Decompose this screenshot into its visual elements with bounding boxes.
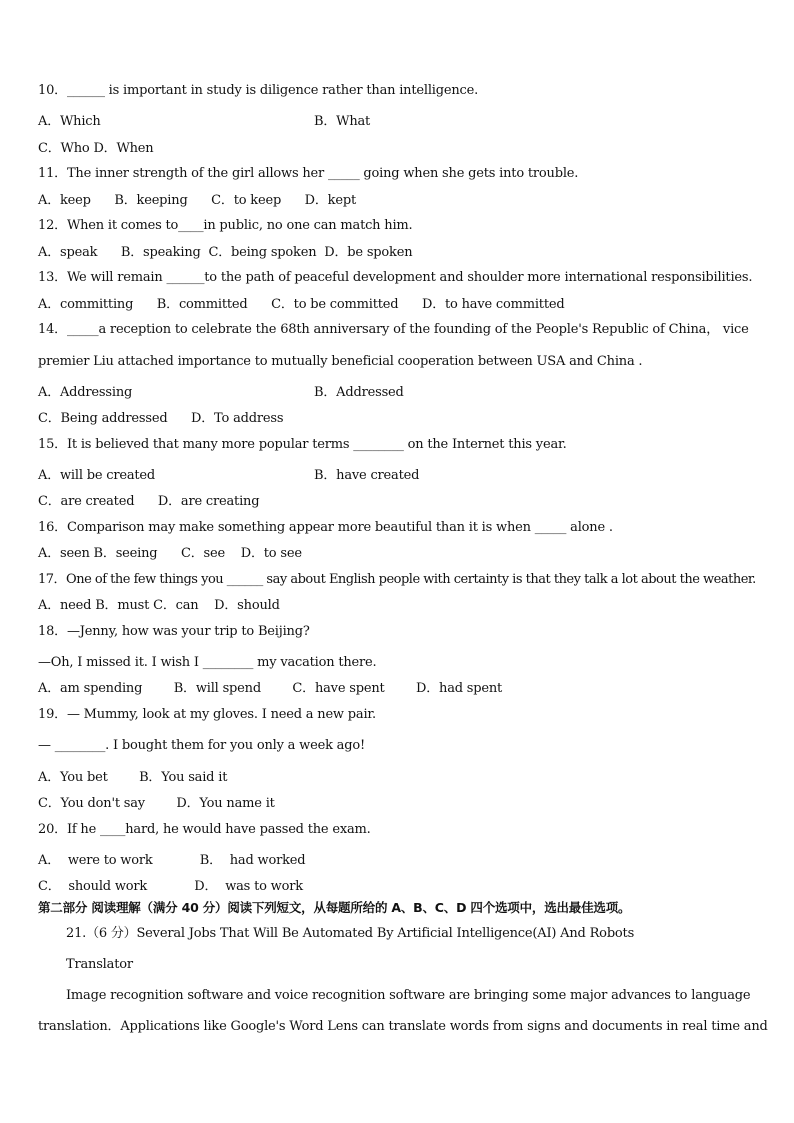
q21-subtitle: Translator <box>66 957 133 972</box>
q11-stem: 11．The inner strength of the girl allows her _____ going when she gets into trouble. <box>38 166 579 181</box>
q19-options-cd: C．You don't say D．You name it <box>38 796 275 811</box>
q11-options: A．keep B．keeping C．to keep D．kept <box>38 193 357 208</box>
q19-line2: — ________. I bought them for you only a week ago! <box>38 738 366 753</box>
section-2-heading: 第二部分 阅读理解（满分 40 分）阅读下列短文，从每题所给的 A、B、C、D 四个选项中，选出最佳选项。 <box>38 900 631 915</box>
q12-stem: 12．When it comes to____in public, no one can match him. <box>38 218 413 233</box>
q19-options-ab: A．You bet B．You said it <box>38 770 228 785</box>
q21-paragraph-line2: translation．Applications like Google's Word Lens can translate words from signs and documents in real time and <box>38 1019 768 1034</box>
q18-options: A．am spending B．will spend C．have spent D．had spent <box>38 681 503 696</box>
q12-options: A．speak B．speaking C．being spoken D．be spoken <box>38 245 413 260</box>
q14-options-cd: C．Being addressed D．To address <box>38 411 284 426</box>
q10-option-b: B．What <box>314 114 371 129</box>
q17-options: A．need B．must C．can D．should <box>38 598 280 613</box>
q18-line2: —Oh, I missed it. I wish I ________ my vacation there. <box>38 655 377 670</box>
q13-options: A．committing B．committed C．to be committed D．to have committed <box>38 297 565 312</box>
q17-stem: 17．One of the few things you ______ say about English people with certainty is that they talk a lot about the weather. <box>38 572 756 587</box>
q10-options-cd: C．Who D．When <box>38 141 154 156</box>
q20-options-ab: A． were to work B． had worked <box>38 853 306 868</box>
q14-stem-line2: premier Liu attached importance to mutually beneficial cooperation between USA and China . <box>38 354 643 369</box>
q16-stem: 16．Comparison may make something appear more beautiful than it is when _____ alone . <box>38 520 613 535</box>
q20-options-cd: C． should work D． was to work <box>38 879 303 894</box>
q16-options: A．seen B．seeing C．see D．to see <box>38 546 302 561</box>
q14-option-a: A．Addressing <box>38 385 133 400</box>
q15-options-cd: C．are created D．are creating <box>38 494 260 509</box>
q15-stem: 15．It is believed that many more popular terms ________ on the Internet this year. <box>38 437 567 452</box>
q10-stem: 10．______ is important in study is diligence rather than intelligence. <box>38 83 479 98</box>
q15-option-a: A．will be created <box>38 468 156 483</box>
q18-stem: 18．—Jenny, how was your trip to Beijing? <box>38 624 310 639</box>
q13-stem: 13．We will remain ______to the path of peaceful development and shoulder more international responsibilities. <box>38 270 753 285</box>
q15-option-b: B．have created <box>314 468 420 483</box>
q21-title: 21.（6 分）Several Jobs That Will Be Automated By Artificial Intelligence(AI) And Robots <box>66 926 635 941</box>
q14-stem-line1: 14．_____a reception to celebrate the 68th anniversary of the founding of the People's Republic of China， vice <box>38 322 749 337</box>
q14-option-b: B．Addressed <box>314 385 404 400</box>
q19-stem: 19．— Mummy, look at my gloves. I need a new pair. <box>38 707 376 722</box>
q20-stem: 20．If he ____hard, he would have passed the exam. <box>38 822 371 837</box>
q21-paragraph-line1: Image recognition software and voice recognition software are bringing some major advances to language <box>66 988 751 1003</box>
q10-option-a: A．Which <box>38 114 101 129</box>
